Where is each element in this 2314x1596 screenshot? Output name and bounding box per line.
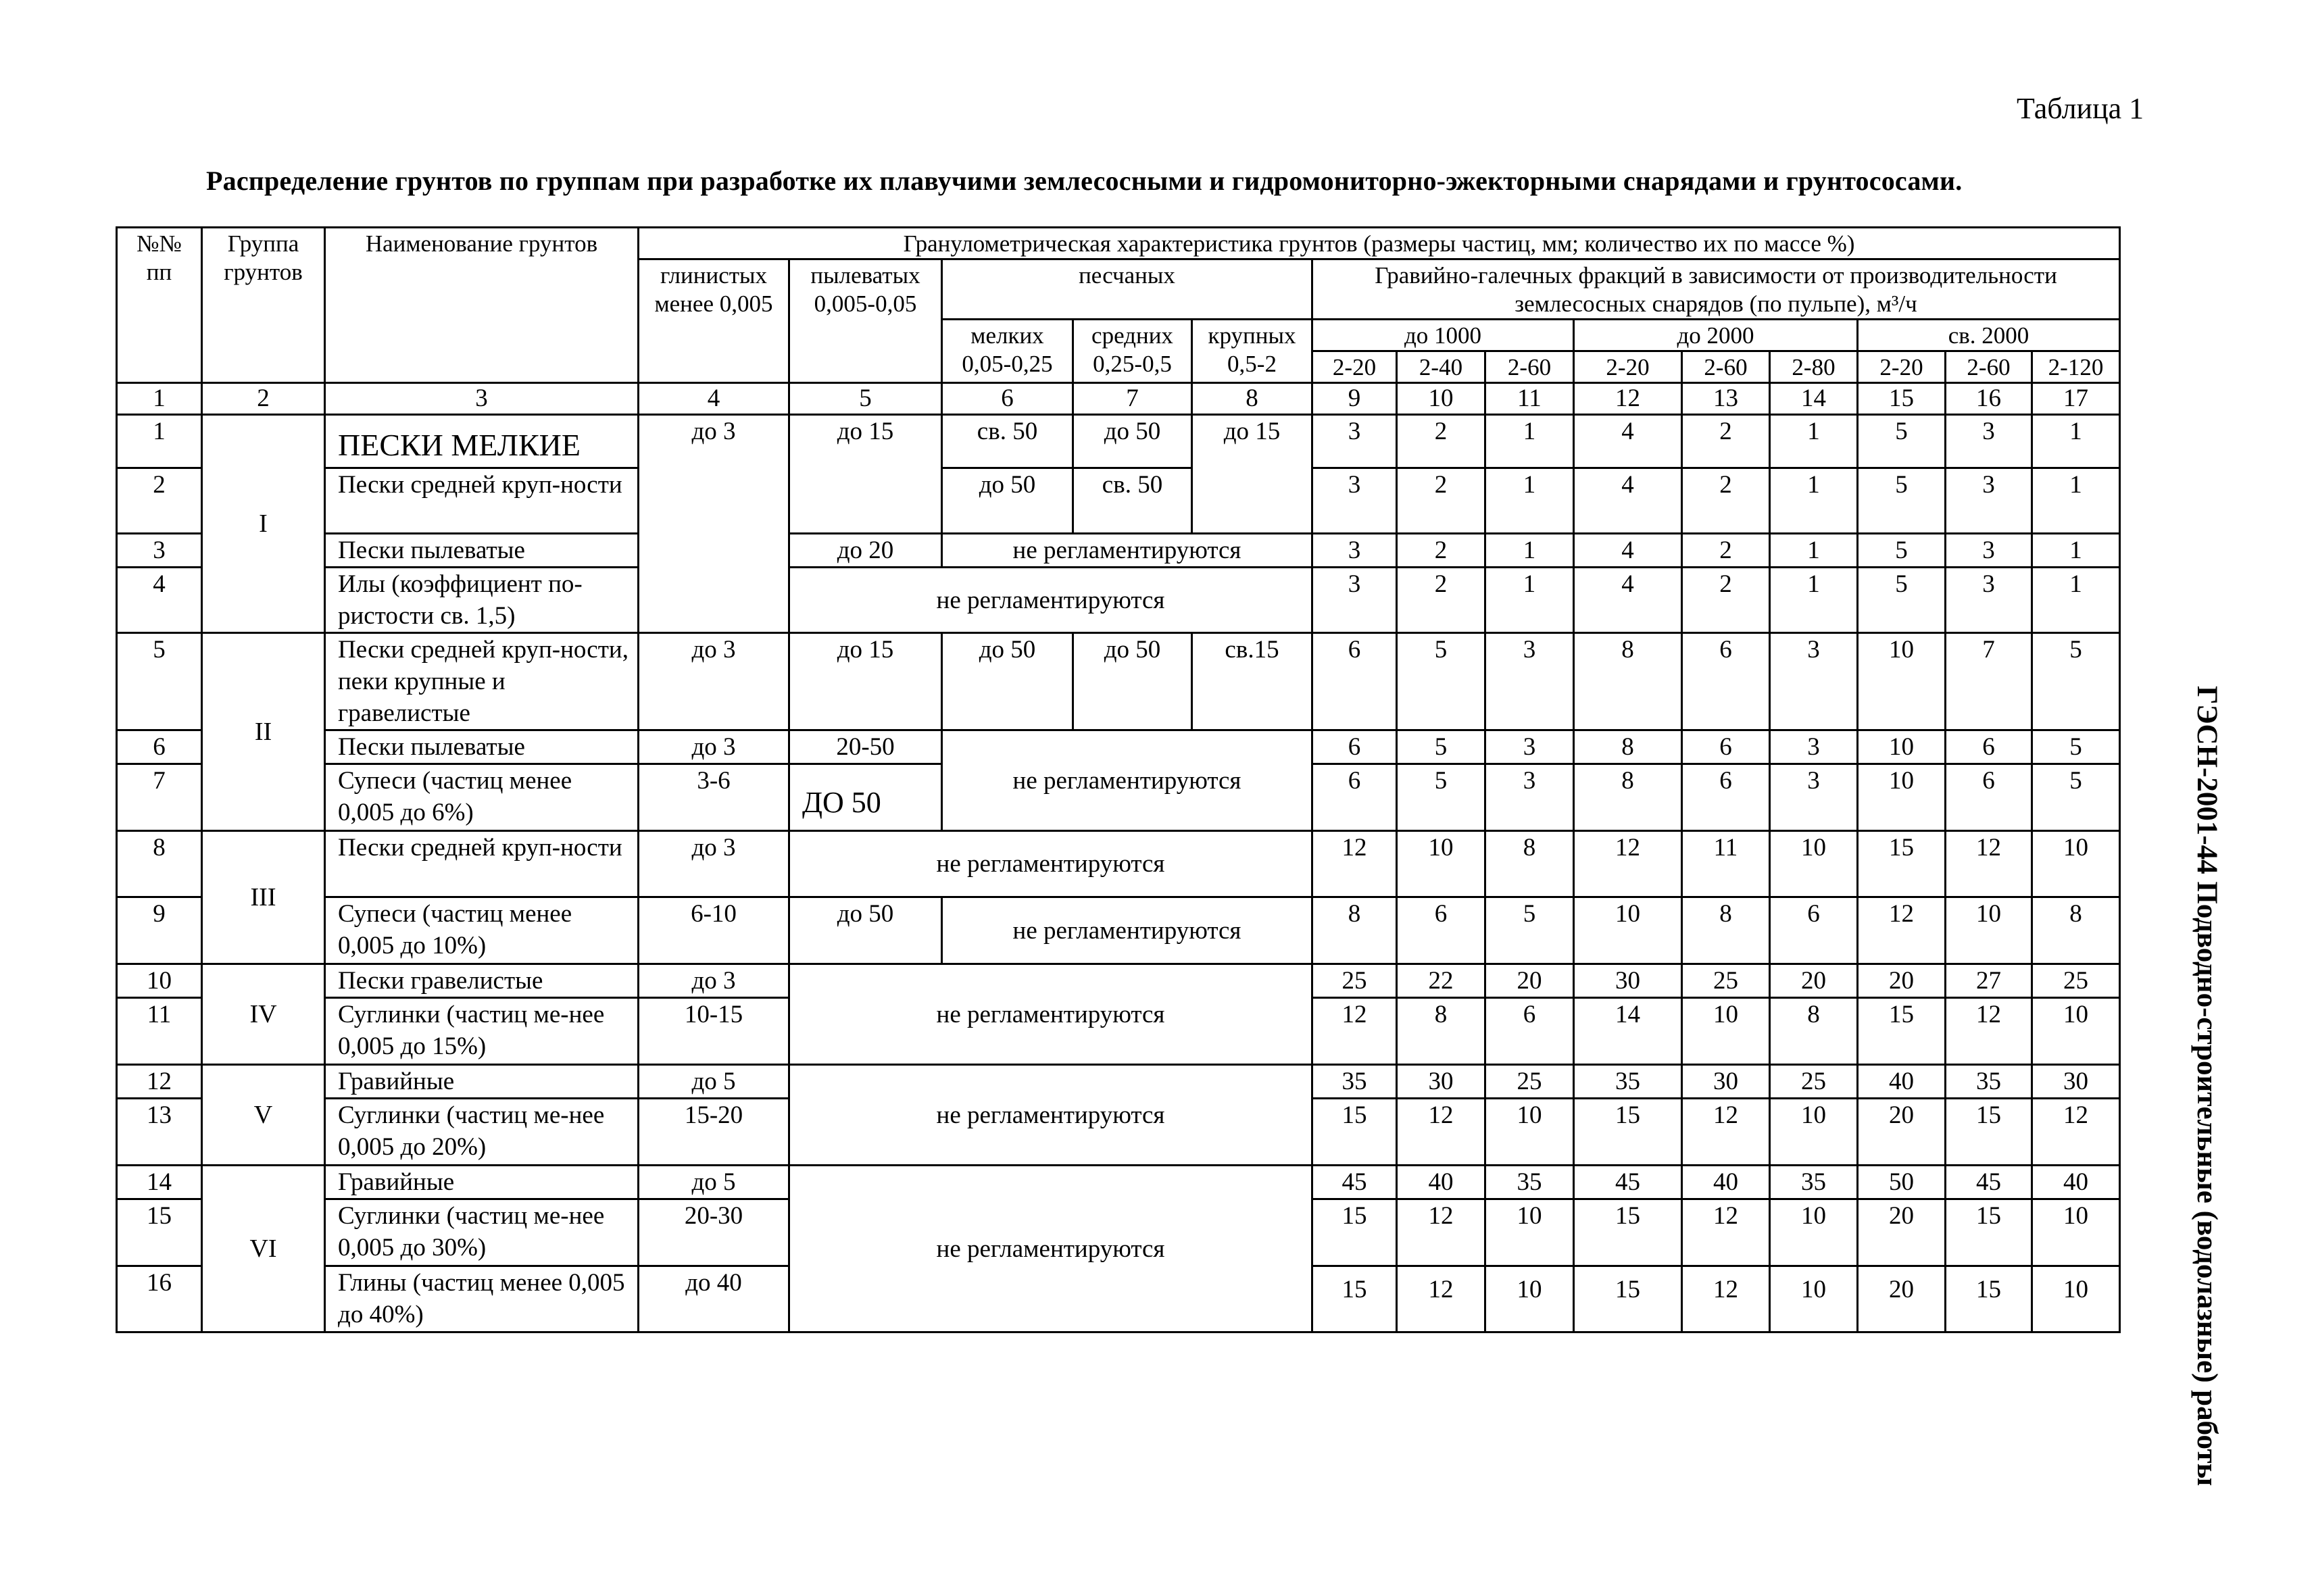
gravel-value: 10 [1485, 1266, 1574, 1332]
not-regulated-cell: не регламентируются [942, 730, 1312, 831]
gravel-value: 8 [1770, 998, 1858, 1065]
gravel-value: 1 [1485, 468, 1574, 534]
header-group: Группа грунтов [202, 228, 325, 383]
soil-name: Пески гравелистые [325, 964, 639, 998]
gravel-value: 5 [1397, 764, 1485, 831]
gravel-value: 10 [2032, 1199, 2120, 1266]
sand-fine-value: до 50 [942, 468, 1073, 534]
group-cell: III [202, 831, 325, 964]
row-number: 16 [117, 1266, 202, 1332]
row-number: 1 [117, 415, 202, 468]
silt-value: до 15 [789, 415, 942, 534]
gravel-value: 40 [2032, 1166, 2120, 1199]
gravel-value: 8 [1574, 730, 1682, 764]
header-range: 2-20 [1574, 351, 1682, 383]
gravel-value: 3 [1770, 764, 1858, 831]
gravel-value: 6 [1312, 764, 1397, 831]
gravel-value: 4 [1574, 415, 1682, 468]
gravel-value: 45 [1946, 1166, 2032, 1199]
gravel-value: 6 [1682, 764, 1770, 831]
col-number: 13 [1682, 383, 1770, 415]
gravel-value: 4 [1574, 468, 1682, 534]
col-number: 11 [1485, 383, 1574, 415]
gravel-value: 30 [1682, 1065, 1770, 1099]
gravel-value: 25 [1485, 1065, 1574, 1099]
header-sand-medium: средних 0,25-0,5 [1073, 320, 1192, 383]
gravel-value: 8 [1574, 633, 1682, 730]
not-regulated-cell: не регламентируются [942, 534, 1312, 568]
gravel-value: 12 [1397, 1099, 1485, 1166]
gravel-value: 1 [1485, 534, 1574, 568]
gravel-value: 10 [1770, 831, 1858, 897]
header-name: Наименование грунтов [325, 228, 639, 383]
gravel-value: 27 [1946, 964, 2032, 998]
gravel-value: 5 [1858, 568, 1946, 633]
gravel-value: 11 [1682, 831, 1770, 897]
row-number: 3 [117, 534, 202, 568]
gravel-value: 5 [1397, 633, 1485, 730]
gravel-value: 10 [1397, 831, 1485, 897]
soil-name: Суглинки (частиц ме-нее 0,005 до 15%) [325, 998, 639, 1065]
table-label: Таблица 1 [2017, 92, 2144, 125]
gravel-value: 4 [1574, 568, 1682, 633]
sand-fine-value: св. 50 [942, 415, 1073, 468]
gravel-value: 5 [1397, 730, 1485, 764]
silt-value: до 50 [789, 897, 942, 964]
col-number: 5 [789, 383, 942, 415]
gravel-value: 2 [1682, 568, 1770, 633]
clay-value: до 3 [639, 415, 789, 633]
gravel-value: 20 [1858, 1199, 1946, 1266]
header-range: 2-20 [1312, 351, 1397, 383]
side-running-header: ГЭСН-2001-44 Подводно-строительные (водолазные) работы [2191, 686, 2223, 1487]
gravel-value: 2 [1397, 468, 1485, 534]
table-row [117, 1065, 2120, 1099]
gravel-value: 40 [1397, 1166, 1485, 1199]
clay-value: до 3 [639, 831, 789, 897]
col-number: 7 [1073, 383, 1192, 415]
gravel-value: 6 [1770, 897, 1858, 964]
gravel-value: 12 [1858, 897, 1946, 964]
gravel-value: 10 [1770, 1199, 1858, 1266]
gravel-value: 15 [1858, 998, 1946, 1065]
gravel-value: 5 [1858, 534, 1946, 568]
silt-value: 20-50 [789, 730, 942, 764]
header-range: 2-20 [1858, 351, 1946, 383]
gravel-value: 25 [1312, 964, 1397, 998]
clay-value: 10-15 [639, 998, 789, 1065]
gravel-value: 6 [1485, 998, 1574, 1065]
not-regulated-cell: не регламентируются [789, 1166, 1312, 1332]
table-row [117, 831, 2120, 897]
gravel-value: 12 [1682, 1099, 1770, 1166]
gravel-value: 35 [1770, 1166, 1858, 1199]
row-number: 12 [117, 1065, 202, 1099]
col-number: 16 [1946, 383, 2032, 415]
gravel-value: 40 [1858, 1065, 1946, 1099]
header-range: 2-80 [1770, 351, 1858, 383]
gravel-value: 35 [1574, 1065, 1682, 1099]
col-number: 9 [1312, 383, 1397, 415]
soil-name: Пески средней круп-ности [325, 468, 639, 534]
gravel-value: 5 [2032, 764, 2120, 831]
gravel-value: 15 [1312, 1099, 1397, 1166]
gravel-value: 15 [1312, 1266, 1397, 1332]
clay-value: 6-10 [639, 897, 789, 964]
gravel-value: 3 [1312, 415, 1397, 468]
gravel-value: 3 [1946, 468, 2032, 534]
gravel-value: 2 [1397, 415, 1485, 468]
gravel-value: 50 [1858, 1166, 1946, 1199]
not-regulated-cell: не регламентируются [789, 964, 1312, 1065]
group-cell: II [202, 633, 325, 831]
header-range: 2-40 [1397, 351, 1485, 383]
col-number: 2 [202, 383, 325, 415]
gravel-value: 3 [1770, 633, 1858, 730]
gravel-value: 7 [1946, 633, 2032, 730]
gravel-value: 3 [1770, 730, 1858, 764]
gravel-value: 10 [1770, 1266, 1858, 1332]
column-numbers-row [117, 383, 2120, 415]
clay-value: до 3 [639, 964, 789, 998]
header-clay: глинистых менее 0,005 [639, 259, 789, 383]
not-regulated-cell: не регламентируются [789, 568, 1312, 633]
gravel-value: 1 [1770, 468, 1858, 534]
table-row [117, 964, 2120, 998]
col-number: 8 [1192, 383, 1312, 415]
gravel-value: 12 [1682, 1266, 1770, 1332]
gravel-value: 1 [1770, 534, 1858, 568]
gravel-value: 10 [2032, 1266, 2120, 1332]
gravel-value: 14 [1574, 998, 1682, 1065]
table-row [117, 415, 2120, 468]
header-gravel: Гравийно-галечных фракций в зависимости от производительности землесосных снарядов (по пульпе), м³/ч [1312, 259, 2120, 320]
header-range: 2-60 [1682, 351, 1770, 383]
row-number: 4 [117, 568, 202, 633]
gravel-value: 45 [1574, 1166, 1682, 1199]
gravel-value: 15 [1574, 1099, 1682, 1166]
clay-value: 3-6 [639, 764, 789, 831]
gravel-value: 8 [1485, 831, 1574, 897]
table-row [117, 534, 2120, 568]
row-number: 10 [117, 964, 202, 998]
sand-medium-value: до 50 [1073, 633, 1192, 730]
group-cell: VI [202, 1166, 325, 1332]
gravel-value: 4 [1574, 534, 1682, 568]
gravel-value: 5 [1858, 415, 1946, 468]
table-row [117, 633, 2120, 730]
soil-name: Суглинки (частиц ме-нее 0,005 до 20%) [325, 1099, 639, 1166]
table-row [117, 897, 2120, 964]
gravel-value: 25 [2032, 964, 2120, 998]
gravel-value: 35 [1312, 1065, 1397, 1099]
header-prod-1000: до 1000 [1312, 320, 1574, 351]
row-number: 9 [117, 897, 202, 964]
header-silt: пылеватых 0,005-0,05 [789, 259, 942, 383]
header-granulometric: Гранулометрическая характеристика грунтов (размеры частиц, мм; количество их по массе %) [639, 228, 2120, 259]
gravel-value: 10 [2032, 998, 2120, 1065]
gravel-value: 10 [1946, 897, 2032, 964]
table-row [117, 730, 2120, 764]
soil-name: Супеси (частиц менее 0,005 до 10%) [325, 897, 639, 964]
silt-value: до 20 [789, 534, 942, 568]
row-number: 7 [117, 764, 202, 831]
gravel-value: 2 [1682, 415, 1770, 468]
row-number: 13 [117, 1099, 202, 1166]
row-number: 11 [117, 998, 202, 1065]
soil-name: Илы (коэффициент по-ристости св. 1,5) [325, 568, 639, 633]
gravel-value: 1 [1770, 415, 1858, 468]
col-number: 6 [942, 383, 1073, 415]
header-prod-over-2000: св. 2000 [1858, 320, 2120, 351]
not-regulated-cell: не регламентируются [789, 1065, 1312, 1166]
gravel-value: 1 [1770, 568, 1858, 633]
table-row [117, 1166, 2120, 1199]
clay-value: до 40 [639, 1266, 789, 1332]
sand-fine-value: до 50 [942, 633, 1073, 730]
group-cell: V [202, 1065, 325, 1166]
gravel-value: 15 [1946, 1199, 2032, 1266]
soil-name: ПЕСКИ МЕЛКИЕ [325, 415, 639, 468]
col-number: 17 [2032, 383, 2120, 415]
gravel-value: 3 [1946, 534, 2032, 568]
sand-medium-value: до 50 [1073, 415, 1192, 468]
row-number: 8 [117, 831, 202, 897]
soil-name: Пески средней круп-ности, пеки крупные и гравелистые [325, 633, 639, 730]
soil-name: Суглинки (частиц ме-нее 0,005 до 30%) [325, 1199, 639, 1266]
clay-value: 15-20 [639, 1099, 789, 1166]
col-number: 10 [1397, 383, 1485, 415]
gravel-value: 1 [2032, 534, 2120, 568]
table-row [117, 568, 2120, 633]
gravel-value: 3 [1312, 468, 1397, 534]
gravel-value: 3 [1312, 534, 1397, 568]
row-number: 2 [117, 468, 202, 534]
row-number: 6 [117, 730, 202, 764]
gravel-value: 30 [2032, 1065, 2120, 1099]
gravel-value: 3 [1946, 568, 2032, 633]
gravel-value: 10 [1770, 1099, 1858, 1166]
gravel-value: 25 [1682, 964, 1770, 998]
clay-value: до 3 [639, 633, 789, 730]
header-range: 2-120 [2032, 351, 2120, 383]
gravel-value: 12 [1574, 831, 1682, 897]
gravel-value: 6 [1946, 764, 2032, 831]
gravel-value: 6 [1312, 633, 1397, 730]
gravel-value: 20 [1858, 1266, 1946, 1332]
sand-coarse-value: св.15 [1192, 633, 1312, 730]
gravel-value: 15 [1574, 1199, 1682, 1266]
gravel-value: 1 [2032, 468, 2120, 534]
gravel-value: 6 [1946, 730, 2032, 764]
gravel-value: 1 [1485, 415, 1574, 468]
gravel-value: 6 [1397, 897, 1485, 964]
gravel-value: 45 [1312, 1166, 1397, 1199]
row-number: 5 [117, 633, 202, 730]
gravel-value: 12 [1946, 998, 2032, 1065]
header-sand: песчаных [942, 259, 1312, 320]
gravel-value: 1 [1485, 568, 1574, 633]
soil-name: Пески пылеватые [325, 534, 639, 568]
gravel-value: 22 [1397, 964, 1485, 998]
gravel-value: 2 [1682, 534, 1770, 568]
gravel-value: 6 [1312, 730, 1397, 764]
gravel-value: 8 [1682, 897, 1770, 964]
gravel-value: 6 [1682, 633, 1770, 730]
gravel-value: 30 [1397, 1065, 1485, 1099]
gravel-value: 5 [2032, 633, 2120, 730]
gravel-value: 12 [1682, 1199, 1770, 1266]
col-number: 1 [117, 383, 202, 415]
gravel-value: 8 [2032, 897, 2120, 964]
gravel-value: 20 [1858, 1099, 1946, 1166]
col-number: 4 [639, 383, 789, 415]
gravel-value: 15 [1946, 1099, 2032, 1166]
gravel-value: 10 [1682, 998, 1770, 1065]
clay-value: до 5 [639, 1065, 789, 1099]
soil-name: Супеси (частиц менее 0,005 до 6%) [325, 764, 639, 831]
gravel-value: 3 [1946, 415, 2032, 468]
clay-value: до 5 [639, 1166, 789, 1199]
gravel-value: 12 [1397, 1199, 1485, 1266]
gravel-value: 15 [1858, 831, 1946, 897]
gravel-value: 35 [1485, 1166, 1574, 1199]
gravel-value: 20 [1858, 964, 1946, 998]
group-cell: IV [202, 964, 325, 1065]
header-sand-fine: мелких 0,05-0,25 [942, 320, 1073, 383]
clay-value: до 3 [639, 730, 789, 764]
col-number: 12 [1574, 383, 1682, 415]
gravel-value: 12 [1312, 831, 1397, 897]
gravel-value: 12 [1397, 1266, 1485, 1332]
gravel-value: 8 [1397, 998, 1485, 1065]
header-row-1 [117, 228, 2120, 259]
soil-name: Гравийные [325, 1065, 639, 1099]
gravel-value: 1 [2032, 415, 2120, 468]
col-number: 3 [325, 383, 639, 415]
table-row [117, 468, 2120, 534]
gravel-value: 15 [1312, 1199, 1397, 1266]
gravel-value: 10 [1858, 633, 1946, 730]
row-number: 14 [117, 1166, 202, 1199]
gravel-value: 5 [1858, 468, 1946, 534]
sand-medium-value: св. 50 [1073, 468, 1192, 534]
gravel-value: 25 [1770, 1065, 1858, 1099]
gravel-value: 12 [2032, 1099, 2120, 1166]
gravel-value: 3 [1312, 568, 1397, 633]
gravel-value: 20 [1770, 964, 1858, 998]
gravel-value: 10 [2032, 831, 2120, 897]
gravel-value: 8 [1312, 897, 1397, 964]
silt-value: ДО 50 [789, 764, 942, 831]
header-prod-2000: до 2000 [1574, 320, 1858, 351]
gravel-value: 1 [2032, 568, 2120, 633]
soil-name: Пески пылеватые [325, 730, 639, 764]
gravel-value: 40 [1682, 1166, 1770, 1199]
col-number: 15 [1858, 383, 1946, 415]
soil-name: Гравийные [325, 1166, 639, 1199]
soil-groups-table [116, 226, 2121, 1333]
row-number: 15 [117, 1199, 202, 1266]
sand-coarse-value: до 15 [1192, 415, 1312, 534]
header-range: 2-60 [1485, 351, 1574, 383]
gravel-value: 30 [1574, 964, 1682, 998]
silt-value: до 15 [789, 633, 942, 730]
gravel-value: 10 [1485, 1099, 1574, 1166]
gravel-value: 12 [1312, 998, 1397, 1065]
gravel-value: 12 [1946, 831, 2032, 897]
gravel-value: 10 [1574, 897, 1682, 964]
clay-value: 20-30 [639, 1199, 789, 1266]
not-regulated-cell: не регламентируются [789, 831, 1312, 897]
gravel-value: 20 [1485, 964, 1574, 998]
gravel-value: 3 [1485, 633, 1574, 730]
document-title: Распределение грунтов по группам при разработке их плавучими землесосными и гидромониторно-эжекторными снарядами и грунтососами. [206, 166, 1963, 196]
gravel-value: 5 [2032, 730, 2120, 764]
soil-name: Глины (частиц менее 0,005 до 40%) [325, 1266, 639, 1332]
gravel-value: 8 [1574, 764, 1682, 831]
gravel-value: 10 [1485, 1199, 1574, 1266]
soil-name: Пески средней круп-ности [325, 831, 639, 897]
gravel-value: 2 [1397, 534, 1485, 568]
gravel-value: 3 [1485, 764, 1574, 831]
gravel-value: 5 [1485, 897, 1574, 964]
gravel-value: 2 [1682, 468, 1770, 534]
header-sand-coarse: крупных 0,5-2 [1192, 320, 1312, 383]
gravel-value: 15 [1946, 1266, 2032, 1332]
group-cell: I [202, 415, 325, 633]
header-range: 2-60 [1946, 351, 2032, 383]
gravel-value: 35 [1946, 1065, 2032, 1099]
gravel-value: 15 [1574, 1266, 1682, 1332]
gravel-value: 6 [1682, 730, 1770, 764]
gravel-value: 2 [1397, 568, 1485, 633]
gravel-value: 10 [1858, 730, 1946, 764]
not-regulated-cell: не регламентируются [942, 897, 1312, 964]
gravel-value: 3 [1485, 730, 1574, 764]
gravel-value: 10 [1858, 764, 1946, 831]
col-number: 14 [1770, 383, 1858, 415]
header-num: №№ пп [117, 228, 202, 383]
